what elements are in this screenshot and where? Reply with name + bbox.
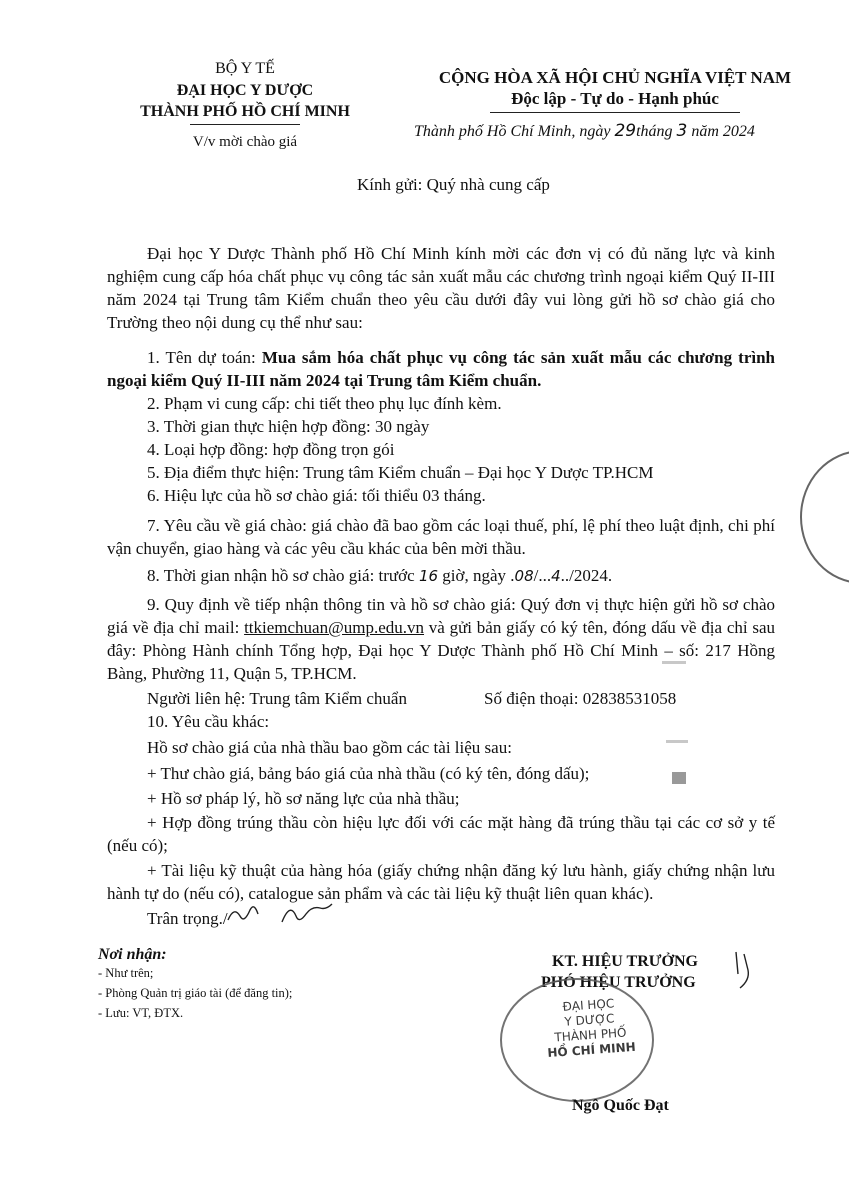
header-left-underline bbox=[190, 124, 300, 125]
contact-phone: Số điện thoại: 02838531058 bbox=[484, 689, 677, 708]
country-name: CỘNG HÒA XÃ HỘI CHỦ NGHĨA VIỆT NAM bbox=[438, 68, 792, 87]
ministry-name: BỘ Y TẾ bbox=[215, 60, 275, 77]
seal-line-3: THÀNH PHỐ bbox=[554, 1025, 627, 1045]
date-day: 29 bbox=[614, 121, 637, 141]
signature-title-2: PHÓ HIỆU TRƯỞNG bbox=[541, 974, 696, 991]
item-8 bbox=[147, 564, 612, 588]
seal-text bbox=[528, 994, 652, 1062]
item-9-prefix: 9. Quy định về tiếp nhận thông tin và hồ sơ chào giá: Quý đơn vị thực hiện gửi hồ sơ chào giá về địa chỉ mail: bbox=[107, 595, 775, 637]
subject-line: V/v mời chào giá bbox=[192, 134, 298, 150]
item-1-label: 1. Tên dự toán: bbox=[147, 348, 262, 367]
scan-mark bbox=[672, 772, 686, 784]
item-7: 7. Yêu cầu về giá chào: giá chào đã bao gồm các loại thuế, phí, lệ phí theo luật định, chi phí vận chuyển, giao hàng và các yêu cầu khác của bên mời thầu. bbox=[107, 516, 775, 558]
closing: Trân trọng./ bbox=[147, 909, 228, 928]
recipient-1: - Như trên; bbox=[98, 966, 154, 980]
item-8-day: 08 bbox=[514, 567, 534, 585]
university-city: THÀNH PHỐ HỒ CHÍ MINH bbox=[140, 103, 350, 120]
item-8-mid: giờ, ngày . bbox=[438, 566, 515, 585]
initials-scribble bbox=[222, 900, 342, 930]
date-month: 3 bbox=[676, 121, 688, 141]
date-month-label: tháng bbox=[636, 123, 673, 140]
intro-paragraph: Đại học Y Dược Thành phố Hồ Chí Minh kính mời các đơn vị có đủ năng lực và kinh nghiệm cung cấp hóa chất phục vụ công tác sản xuất mẫu các chương trình ngoại kiểm Quý II-III năm 2024 tại Trung tâm Kiểm chuẩn theo yêu cầu dưới đây vui lòng gửi hồ sơ chào giá cho Trường theo nội dung cụ thể như sau: bbox=[107, 244, 775, 332]
scan-mark bbox=[666, 740, 688, 743]
doc-3: + Hợp đồng trúng thầu còn hiệu lực đối với các mặt hàng đã trúng thầu tại các cơ sở y tế (nếu có); bbox=[107, 813, 775, 855]
item-8-sep: /... bbox=[533, 566, 552, 585]
contact-email-link[interactable]: ttkiemchuan@ump.edu.vn bbox=[244, 618, 425, 637]
item-1 bbox=[107, 346, 775, 392]
issue-date bbox=[414, 121, 755, 141]
item-10: 10. Yêu cầu khác: bbox=[147, 712, 270, 731]
seal-line-4: HỒ CHÍ MINH bbox=[546, 1039, 637, 1061]
item-1-value: Mua sắm hóa chất phục vụ công tác sản xuất mẫu các chương trình ngoại kiểm Quý II-III năm 2024 tại Trung tâm Kiểm chuẩn. bbox=[107, 348, 776, 390]
doc-4: + Tài liệu kỹ thuật của hàng hóa (giấy chứng nhận đăng ký lưu hành, giấy chứng nhận lưu hành tự do (nếu có), catalogue sản phẩm và các tài liệu kỹ thuật liên quan khác). bbox=[107, 861, 775, 903]
contact-person: Người liên hệ: Trung tâm Kiểm chuẩn bbox=[147, 689, 407, 708]
scan-mark bbox=[662, 661, 686, 664]
date-prefix: Thành phố Hồ Chí Minh, ngày bbox=[414, 123, 611, 140]
signature-flourish bbox=[730, 948, 760, 998]
signer-name: Ngô Quốc Đạt bbox=[572, 1097, 669, 1114]
item-8-suffix: ../2024. bbox=[560, 566, 613, 585]
adjacent-page-seal bbox=[800, 450, 849, 584]
header-right-underline bbox=[490, 112, 740, 113]
recipient-3: - Lưu: VT, ĐTX. bbox=[98, 1006, 184, 1020]
item-8-month: 4 bbox=[551, 567, 561, 585]
item-5: 5. Địa điểm thực hiện: Trung tâm Kiểm chuẩn – Đại học Y Dược TP.HCM bbox=[147, 463, 654, 482]
item-8-prefix: 8. Thời gian nhận hồ sơ chào giá: trước bbox=[147, 566, 419, 585]
doc-2: + Hồ sơ pháp lý, hồ sơ năng lực của nhà thầu; bbox=[147, 789, 460, 808]
item-4: 4. Loại hợp đồng: hợp đồng trọn gói bbox=[147, 440, 395, 459]
date-year: năm 2024 bbox=[691, 123, 755, 140]
item-9-suffix: và gửi bản giấy có ký tên, đóng dấu về địa chỉ sau đây: Phòng Hành chính Tổng hợp, Đại học Y Dược Thành phố Hồ Chí Minh – số: 217 Hồng Bàng, Phường 11, Quận 5, TP.HCM. bbox=[107, 618, 775, 683]
national-motto: Độc lập - Tự do - Hạnh phúc bbox=[511, 89, 719, 108]
signature-title-1: KT. HIỆU TRƯỞNG bbox=[552, 953, 698, 970]
recipient-2: - Phòng Quản trị giáo tài (để đăng tin); bbox=[98, 986, 293, 1000]
seal-line-2: Y DƯỢC bbox=[563, 1011, 615, 1029]
item-9 bbox=[107, 593, 775, 685]
item-3: 3. Thời gian thực hiện hợp đồng: 30 ngày bbox=[147, 417, 430, 436]
docs-intro: Hồ sơ chào giá của nhà thầu bao gồm các tài liệu sau: bbox=[147, 738, 512, 757]
item-6: 6. Hiệu lực của hồ sơ chào giá: tối thiểu 03 tháng. bbox=[147, 486, 486, 505]
item-2: 2. Phạm vi cung cấp: chi tiết theo phụ lục đính kèm. bbox=[147, 394, 502, 413]
university-name: ĐẠI HỌC Y DƯỢC bbox=[176, 82, 314, 99]
recipients-title: Nơi nhận: bbox=[98, 946, 167, 963]
seal-line-1: ĐẠI HỌC bbox=[562, 996, 615, 1014]
item-8-hour: 16 bbox=[418, 567, 439, 585]
doc-1: + Thư chào giá, bảng báo giá của nhà thầu (có ký tên, đóng dấu); bbox=[147, 764, 590, 783]
greeting: Kính gửi: Quý nhà cung cấp bbox=[357, 175, 550, 194]
